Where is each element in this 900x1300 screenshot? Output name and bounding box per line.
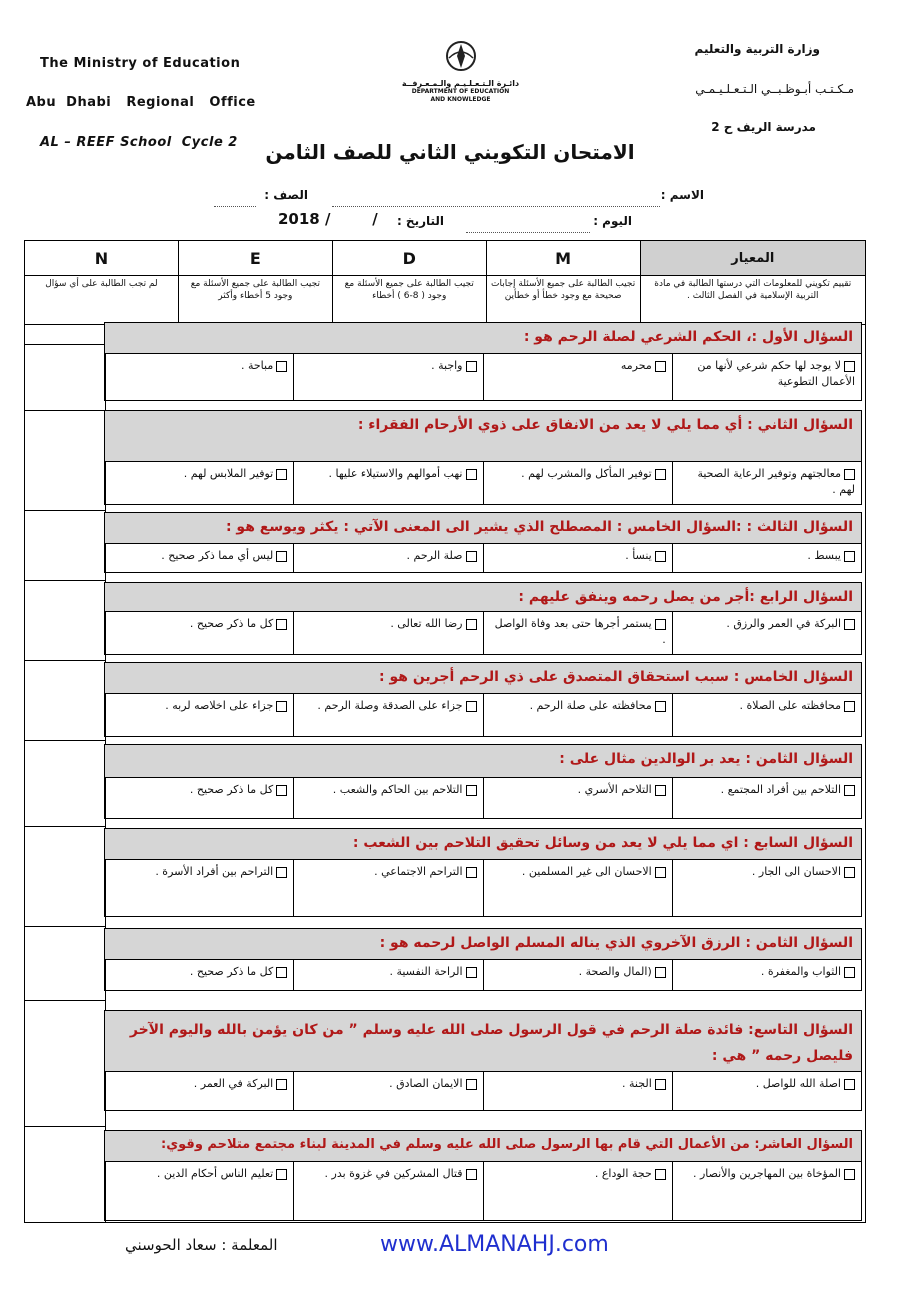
- q10-option-3[interactable]: [293, 1162, 482, 1220]
- q10-option-1[interactable]: [672, 1162, 861, 1220]
- q10-option-2[interactable]: [483, 1162, 672, 1220]
- checkbox-icon[interactable]: [276, 1079, 287, 1090]
- score-row-line: [25, 660, 105, 661]
- date-value: 2018 / /: [278, 210, 378, 228]
- q1-option-4-label: مباحة .: [240, 359, 274, 372]
- q6-option-1-label: التلاحم بين أفراد المجتمع .: [720, 783, 841, 796]
- checkbox-icon[interactable]: [655, 619, 666, 630]
- q6-option-2[interactable]: [483, 778, 672, 818]
- q5-option-1[interactable]: [672, 694, 861, 736]
- q9-option-3[interactable]: [293, 1072, 482, 1110]
- checkbox-icon[interactable]: [655, 469, 666, 480]
- q2-option-2-label: توفير المأكل والمشرب لهم .: [521, 467, 652, 480]
- teacher-name: المعلمة : سعاد الحوسني: [125, 1236, 278, 1254]
- score-row-line: [25, 1126, 105, 1127]
- q4-option-2-label: يستمر أجرها حتى بعد وفاة الواصل .: [494, 617, 666, 646]
- checkbox-icon[interactable]: [655, 551, 666, 562]
- checkbox-icon[interactable]: [844, 1169, 855, 1180]
- checkbox-icon[interactable]: [844, 867, 855, 878]
- q10-option-4[interactable]: [105, 1162, 293, 1220]
- checkbox-icon[interactable]: [466, 361, 477, 372]
- q5-option-2[interactable]: [483, 694, 672, 736]
- q8-option-4[interactable]: [105, 960, 293, 990]
- checkbox-icon[interactable]: [276, 701, 287, 712]
- question-6-text: السؤال الثامن : يعد بر الوالدين مثال على :: [104, 744, 862, 778]
- q1-option-1[interactable]: [672, 354, 861, 400]
- q5-option-3-label: جزاء على الصدقة وصلة الرحم .: [317, 699, 463, 712]
- q3-option-1-label: يبسط .: [807, 549, 841, 562]
- school-ar: مدرسة الريف ح 2: [711, 120, 816, 134]
- q6-option-4-label: كل ما ذكر صحيح .: [189, 783, 274, 796]
- q4-option-4-label: كل ما ذكر صحيح .: [189, 617, 274, 630]
- q4-option-3[interactable]: [293, 612, 482, 654]
- score-row-line: [25, 344, 105, 345]
- rubric-desc-n: لم تجب الطالبة على أي سؤال: [25, 276, 179, 325]
- checkbox-icon[interactable]: [466, 867, 477, 878]
- q6-option-1[interactable]: [672, 778, 861, 818]
- question-6: [104, 744, 862, 819]
- q6-option-3-label: التلاحم بين الحاكم والشعب .: [332, 783, 463, 796]
- question-7: [104, 828, 862, 917]
- q8-option-2-label: (المال والصحة .: [578, 965, 652, 978]
- q5-option-2-label: محافظته على صلة الرحم .: [529, 699, 652, 712]
- checkbox-icon[interactable]: [844, 785, 855, 796]
- q6-option-4[interactable]: [105, 778, 293, 818]
- checkbox-icon[interactable]: [655, 785, 666, 796]
- q3-option-3-label: صلة الرحم .: [406, 549, 463, 562]
- question-1-text: السؤال الأول :، الحكم الشرعي لصلة الرحم هو :: [104, 322, 862, 354]
- q3-option-2[interactable]: [483, 544, 672, 572]
- rubric-header-e: E: [178, 241, 332, 276]
- q7-option-1-label: الاحسان الى الجار .: [751, 865, 841, 878]
- logo-en-text-2: AND KNOWLEDGE: [430, 96, 491, 103]
- checkbox-icon[interactable]: [655, 701, 666, 712]
- checkbox-icon[interactable]: [844, 1079, 855, 1090]
- checkbox-icon[interactable]: [844, 701, 855, 712]
- emblem-icon: [441, 36, 481, 76]
- q1-option-3[interactable]: [293, 354, 482, 400]
- q2-option-4[interactable]: [105, 462, 293, 504]
- question-4: [104, 582, 862, 655]
- rubric-desc-d: تجيب الطالبة على جميع الأسئلة مع وجود ( 8-6 ) أخطاء: [332, 276, 486, 325]
- question-3: [104, 512, 862, 573]
- q9-option-4[interactable]: [105, 1072, 293, 1110]
- q4-option-1-label: البركة في العمر والرزق .: [726, 617, 841, 630]
- q9-option-2-label: الجنة .: [622, 1077, 652, 1090]
- question-8-text: السؤال الثامن : الرزق الآخروي الذي يناله المسلم الواصل لرحمه هو :: [104, 928, 862, 960]
- rubric-header-m: M: [486, 241, 640, 276]
- question-2-text: السؤال الثاني : أي مما يلي لا يعد من الانفاق على ذوي الأرحام الفقراء :: [104, 410, 862, 462]
- q1-option-1-label: لا يوجد لها حكم شرعي لأنها من الأعمال التطوعية: [697, 359, 855, 388]
- q10-option-4-label: تعليم الناس أحكام الدين .: [156, 1167, 274, 1180]
- checkbox-icon[interactable]: [466, 785, 477, 796]
- q8-option-4-label: كل ما ذكر صحيح .: [189, 965, 274, 978]
- q1-option-4[interactable]: [105, 354, 293, 400]
- q5-option-4[interactable]: [105, 694, 293, 736]
- q4-option-3-label: رضا الله تعالى .: [390, 617, 463, 630]
- logo-ar-text: دائـرة الـتـعـلـيـم والـمـعـرفــة: [401, 79, 520, 88]
- q8-option-2[interactable]: [483, 960, 672, 990]
- checkbox-icon[interactable]: [655, 867, 666, 878]
- class-label: الصف :: [264, 188, 308, 202]
- question-7-text: السؤال السابع : اي مما يلي لا يعد من وسائل تحقيق التلاحم بين الشعب :: [104, 828, 862, 860]
- rubric-header-n: N: [25, 241, 179, 276]
- q2-option-1-label: معالجتهم وتوفير الرعاية الصحية لهم .: [697, 467, 855, 496]
- q7-option-1[interactable]: [672, 860, 861, 916]
- q10-option-2-label: حجة الوداع .: [594, 1167, 652, 1180]
- q1-option-3-label: واجبة .: [431, 359, 463, 372]
- checkbox-icon[interactable]: [655, 1169, 666, 1180]
- checkbox-icon[interactable]: [466, 701, 477, 712]
- ministry-en: The Ministry of Education: [40, 56, 241, 71]
- q5-option-1-label: محافظته على الصلاة .: [739, 699, 841, 712]
- checkbox-icon[interactable]: [655, 361, 666, 372]
- q7-option-4-label: التراحم بين أفراد الأسرة .: [155, 865, 274, 878]
- checkbox-icon[interactable]: [466, 967, 477, 978]
- question-3-text: السؤال الثالث : :السؤال الخامس : المصطلح الذي يشير الى المعنى الآتي : يكثر ويوسع هو :: [104, 512, 862, 544]
- score-row-line: [25, 410, 105, 411]
- question-2: [104, 410, 862, 505]
- q3-option-3[interactable]: [293, 544, 482, 572]
- rubric-table: [24, 240, 866, 325]
- q2-option-1[interactable]: [672, 462, 861, 504]
- q10-option-3-label: قتال المشركين في غزوة بدر .: [324, 1167, 463, 1180]
- rubric-desc-m: تجيب الطالبة على جميع الأسئلة إجابات صحيحة مع وجود خطأ أو خطأين: [486, 276, 640, 325]
- checkbox-icon[interactable]: [276, 361, 287, 372]
- question-5: [104, 662, 862, 737]
- checkbox-icon[interactable]: [844, 619, 855, 630]
- q9-option-1[interactable]: [672, 1072, 861, 1110]
- school-en: AL – REEF School Cycle 2: [40, 135, 238, 150]
- checkbox-icon[interactable]: [276, 785, 287, 796]
- office-ar: مـكـتـب أبـوظـبــي الـتـعـلـيـمـي: [695, 82, 854, 96]
- checkbox-icon[interactable]: [466, 551, 477, 562]
- question-1: [104, 322, 862, 401]
- question-10-text: السؤال العاشر: من الأعمال التي قام بها الرسول صلى الله عليه وسلم في المدينة لبناء مجتمع متلاحم وقوي:: [104, 1130, 862, 1162]
- q7-option-2-label: الاحسان الى غير المسلمين .: [521, 865, 652, 878]
- q4-option-1[interactable]: [672, 612, 861, 654]
- score-row-line: [25, 926, 105, 927]
- q8-option-1-label: الثواب والمغفرة .: [760, 965, 841, 978]
- rubric-header-d: D: [332, 241, 486, 276]
- q7-option-4[interactable]: [105, 860, 293, 916]
- q6-option-2-label: التلاحم الأسري .: [577, 783, 652, 796]
- q7-option-3-label: التراحم الاجتماعي .: [374, 865, 463, 878]
- day-label: اليوم :: [593, 214, 632, 228]
- rubric-desc-criterion: تقييم تكويني للمعلومات التي درستها الطالبة في مادة التربية الإسلامية في الفصل الثالث .: [640, 276, 865, 325]
- department-logo: [398, 36, 523, 104]
- q1-option-2[interactable]: [483, 354, 672, 400]
- q4-option-2[interactable]: [483, 612, 672, 654]
- q1-option-2-label: محرمه: [620, 359, 652, 372]
- q6-option-3[interactable]: [293, 778, 482, 818]
- q9-option-3-label: الايمان الصادق .: [389, 1077, 463, 1090]
- q9-option-1-label: اصلة الله للواصل .: [755, 1077, 841, 1090]
- checkbox-icon[interactable]: [466, 469, 477, 480]
- date-label: التاريخ :: [396, 214, 444, 228]
- checkbox-icon[interactable]: [276, 469, 287, 480]
- q3-option-1[interactable]: [672, 544, 861, 572]
- checkbox-icon[interactable]: [466, 1169, 477, 1180]
- q3-option-2-label: ينسأ .: [625, 549, 652, 562]
- class-field[interactable]: [214, 188, 256, 207]
- q3-option-4[interactable]: [105, 544, 293, 572]
- website-link[interactable]: www.ALMANAHJ.com: [380, 1232, 609, 1257]
- q2-option-3-label: نهب أموالهم والاستيلاء عليها .: [328, 467, 463, 480]
- checkbox-icon[interactable]: [844, 967, 855, 978]
- checkbox-icon[interactable]: [276, 551, 287, 562]
- q2-option-3[interactable]: [293, 462, 482, 504]
- checkbox-icon[interactable]: [276, 867, 287, 878]
- question-8: [104, 928, 862, 991]
- q7-option-2[interactable]: [483, 860, 672, 916]
- score-row-line: [25, 510, 105, 511]
- question-9: [104, 1010, 862, 1111]
- score-row-line: [25, 826, 105, 827]
- checkbox-icon[interactable]: [466, 619, 477, 630]
- q8-option-3[interactable]: [293, 960, 482, 990]
- q8-option-1[interactable]: [672, 960, 861, 990]
- checkbox-icon[interactable]: [655, 967, 666, 978]
- q7-option-3[interactable]: [293, 860, 482, 916]
- name-field[interactable]: [332, 188, 660, 207]
- checkbox-icon[interactable]: [276, 1169, 287, 1180]
- question-4-text: السؤال الرابع :أجر من يصل رحمه وينفق عليهم :: [104, 582, 862, 612]
- checkbox-icon[interactable]: [276, 967, 287, 978]
- q2-option-2[interactable]: [483, 462, 672, 504]
- rubric-header-criterion: المعيار: [640, 241, 865, 276]
- q9-option-4-label: البركة في العمر .: [193, 1077, 274, 1090]
- rubric-desc-e: تجيب الطالبة على جميع الأسئلة مع وجود 5 أخطاء وأكثر: [178, 276, 332, 325]
- q5-option-3[interactable]: [293, 694, 482, 736]
- checkbox-icon[interactable]: [844, 361, 855, 372]
- question-9-text: السؤال التاسع: فائدة صلة الرحم في قول الرسول صلى الله عليه وسلم ” من كان يؤمن بالله واليوم الآخر فليصل رحمه ” هي :: [104, 1010, 862, 1072]
- day-field[interactable]: [466, 214, 590, 233]
- question-5-text: السؤال الخامس : سبب استحقاق المتصدق على ذي الرحم أجرين هو :: [104, 662, 862, 694]
- checkbox-icon[interactable]: [655, 1079, 666, 1090]
- checkbox-icon[interactable]: [276, 619, 287, 630]
- name-label: الاسم :: [660, 188, 704, 202]
- checkbox-icon[interactable]: [466, 1079, 477, 1090]
- score-row-line: [25, 740, 105, 741]
- score-row-line: [25, 1000, 105, 1001]
- q10-option-1-label: المؤخاة بين المهاجرين والأنصار .: [692, 1167, 841, 1180]
- checkbox-icon[interactable]: [844, 469, 855, 480]
- logo-en-text-1: DEPARTMENT OF EDUCATION: [411, 88, 510, 95]
- ministry-ar: وزارة التربية والتعليم: [694, 42, 820, 56]
- q3-option-4-label: ليس أي مما ذكر صحيح .: [161, 549, 274, 562]
- question-10: [104, 1130, 862, 1221]
- q9-option-2[interactable]: [483, 1072, 672, 1110]
- exam-title: الامتحان التكويني الثاني للصف الثامن: [265, 140, 635, 164]
- office-en: Abu Dhabi Regional Office: [26, 95, 256, 110]
- checkbox-icon[interactable]: [844, 551, 855, 562]
- q4-option-4[interactable]: [105, 612, 293, 654]
- q2-option-4-label: توفير الملابس لهم .: [183, 467, 274, 480]
- q5-option-4-label: جزاء على اخلاصه لربه .: [165, 699, 274, 712]
- score-row-line: [25, 580, 105, 581]
- q8-option-3-label: الراحة النفسية .: [389, 965, 463, 978]
